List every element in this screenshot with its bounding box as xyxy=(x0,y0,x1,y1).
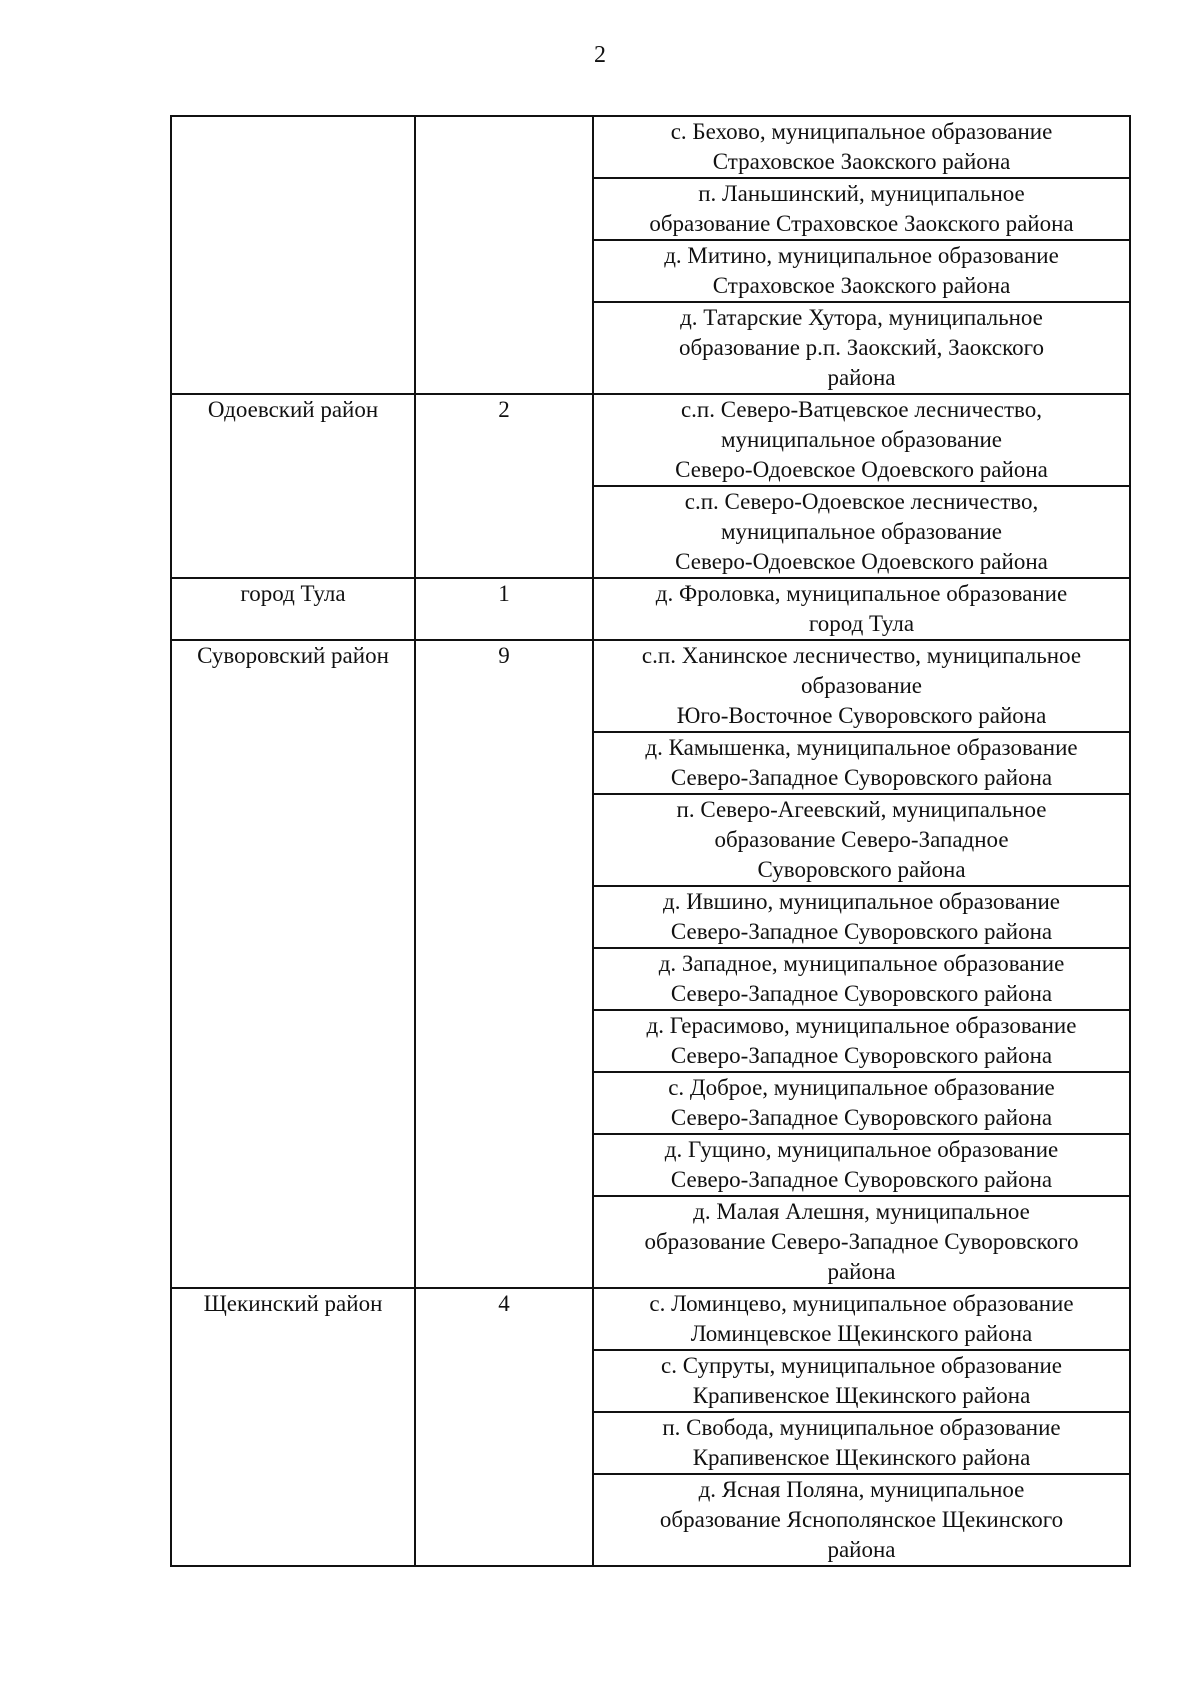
settlement-text-line: д. Фроловка, муниципальное образование xyxy=(655,581,1068,606)
settlement-cell xyxy=(593,302,1130,394)
settlement-text-line: Крапивенское Щекинского района xyxy=(692,1445,1031,1470)
settlement-text-line: муниципальное образование xyxy=(721,427,1002,452)
settlement-text-line: Страховское Заокского района xyxy=(712,273,1011,298)
district-cell: город Тула xyxy=(171,578,415,640)
settlement-text-line: Северо-Западное Суворовского района xyxy=(670,1043,1053,1068)
count-cell: 1 xyxy=(415,578,593,640)
settlement-text-line: Северо-Западное Суворовского района xyxy=(670,765,1053,790)
settlement-cell xyxy=(593,732,1130,794)
settlement-text-line: с.п. Северо-Одоевское лесничество, xyxy=(684,489,1039,514)
district-cell: Одоевский район xyxy=(171,394,415,578)
settlement-text-line: Юго-Восточное Суворовского района xyxy=(676,703,1047,728)
settlement-text-line: района xyxy=(827,1537,896,1562)
settlement-cell xyxy=(593,886,1130,948)
settlement-cell xyxy=(593,1010,1130,1072)
settlement-cell xyxy=(593,486,1130,578)
settlement-text-line: с. Бехово, муниципальное образование xyxy=(670,119,1053,144)
settlement-text-line: Ломинцевское Щекинского района xyxy=(690,1321,1033,1346)
table-row xyxy=(171,640,1130,732)
settlement-text-line: Северо-Западное Суворовского района xyxy=(670,919,1053,944)
settlement-text-line: образование Страховское Заокского района xyxy=(649,211,1074,236)
settlement-text-line: района xyxy=(827,365,896,390)
district-cell xyxy=(171,116,415,394)
count-cell: 2 xyxy=(415,394,593,578)
settlement-cell xyxy=(593,1196,1130,1288)
settlement-text-line: п. Свобода, муниципальное образование xyxy=(662,1415,1061,1440)
settlement-text-line: образование Яснополянское Щекинского xyxy=(659,1507,1064,1532)
settlement-cell xyxy=(593,1288,1130,1350)
district-cell: Суворовский район xyxy=(171,640,415,1288)
settlement-text-line: д. Камышенка, муниципальное образование xyxy=(645,735,1078,760)
settlement-text-line: д. Гущино, муниципальное образование xyxy=(664,1137,1059,1162)
settlement-cell xyxy=(593,578,1130,640)
settlement-text-line: город Тула xyxy=(808,611,915,636)
settlements-table xyxy=(170,115,1131,1567)
settlement-cell xyxy=(593,1072,1130,1134)
count-cell: 4 xyxy=(415,1288,593,1566)
settlement-text-line: д. Татарские Хутора, муниципальное xyxy=(680,305,1043,330)
table-row xyxy=(171,116,1130,178)
settlement-text-line: Суворовского района xyxy=(757,857,966,882)
count-cell xyxy=(415,116,593,394)
table-row xyxy=(171,578,1130,640)
settlement-text-line: Северо-Одоевское Одоевского района xyxy=(675,457,1048,482)
settlement-text-line: д. Ясная Поляна, муниципальное xyxy=(698,1477,1025,1502)
settlement-cell xyxy=(593,794,1130,886)
settlement-text-line: Северо-Одоевское Одоевского района xyxy=(675,549,1048,574)
settlement-text-line: п. Северо-Агеевский, муниципальное xyxy=(676,797,1047,822)
settlement-cell xyxy=(593,1134,1130,1196)
settlement-text-line: района xyxy=(827,1259,896,1284)
settlement-text-line: Северо-Западное Суворовского района xyxy=(670,1105,1053,1130)
settlement-text-line: д. Митино, муниципальное образование xyxy=(664,243,1059,268)
settlement-cell xyxy=(593,640,1130,732)
settlement-text-line: Страховское Заокского района xyxy=(712,149,1011,174)
page-number: 2 xyxy=(594,42,606,68)
count-cell: 9 xyxy=(415,640,593,1288)
settlement-text-line: д. Малая Алешня, муниципальное xyxy=(693,1199,1030,1224)
settlement-cell xyxy=(593,1474,1130,1566)
settlement-text-line: образование xyxy=(801,673,922,698)
table-row xyxy=(171,1288,1130,1350)
settlement-cell xyxy=(593,1350,1130,1412)
settlement-cell xyxy=(593,240,1130,302)
settlement-text-line: п. Ланьшинский, муниципальное xyxy=(698,181,1025,206)
settlement-text-line: д. Герасимово, муниципальное образование xyxy=(646,1013,1077,1038)
settlement-text-line: д. Ившино, муниципальное образование xyxy=(663,889,1060,914)
settlement-text-line: образование Северо-Западное xyxy=(714,827,1009,852)
settlement-cell xyxy=(593,1412,1130,1474)
settlement-text-line: с.п. Северо-Ватцевское лесничество, xyxy=(680,397,1043,422)
settlement-cell xyxy=(593,948,1130,1010)
settlement-text-line: Северо-Западное Суворовского района xyxy=(670,1167,1053,1192)
settlement-text-line: с.п. Ханинское лесничество, муниципальное xyxy=(641,643,1082,668)
settlement-text-line: д. Западное, муниципальное образование xyxy=(658,951,1065,976)
settlement-text-line: муниципальное образование xyxy=(721,519,1002,544)
settlement-text-line: образование Северо-Западное Суворовского xyxy=(644,1229,1079,1254)
settlement-text-line: Крапивенское Щекинского района xyxy=(692,1383,1031,1408)
settlement-cell xyxy=(593,394,1130,486)
table-body xyxy=(171,116,1130,1566)
table-row xyxy=(171,394,1130,486)
settlement-text-line: с. Доброе, муниципальное образование xyxy=(668,1075,1055,1100)
district-cell: Щекинский район xyxy=(171,1288,415,1566)
settlement-text-line: с. Супруты, муниципальное образование xyxy=(661,1353,1062,1378)
settlement-text-line: Северо-Западное Суворовского района xyxy=(670,981,1053,1006)
settlement-text-line: с. Ломинцево, муниципальное образование xyxy=(649,1291,1074,1316)
settlement-cell xyxy=(593,178,1130,240)
settlement-text-line: образование р.п. Заокский, Заокского xyxy=(678,335,1044,360)
settlement-cell xyxy=(593,116,1130,178)
